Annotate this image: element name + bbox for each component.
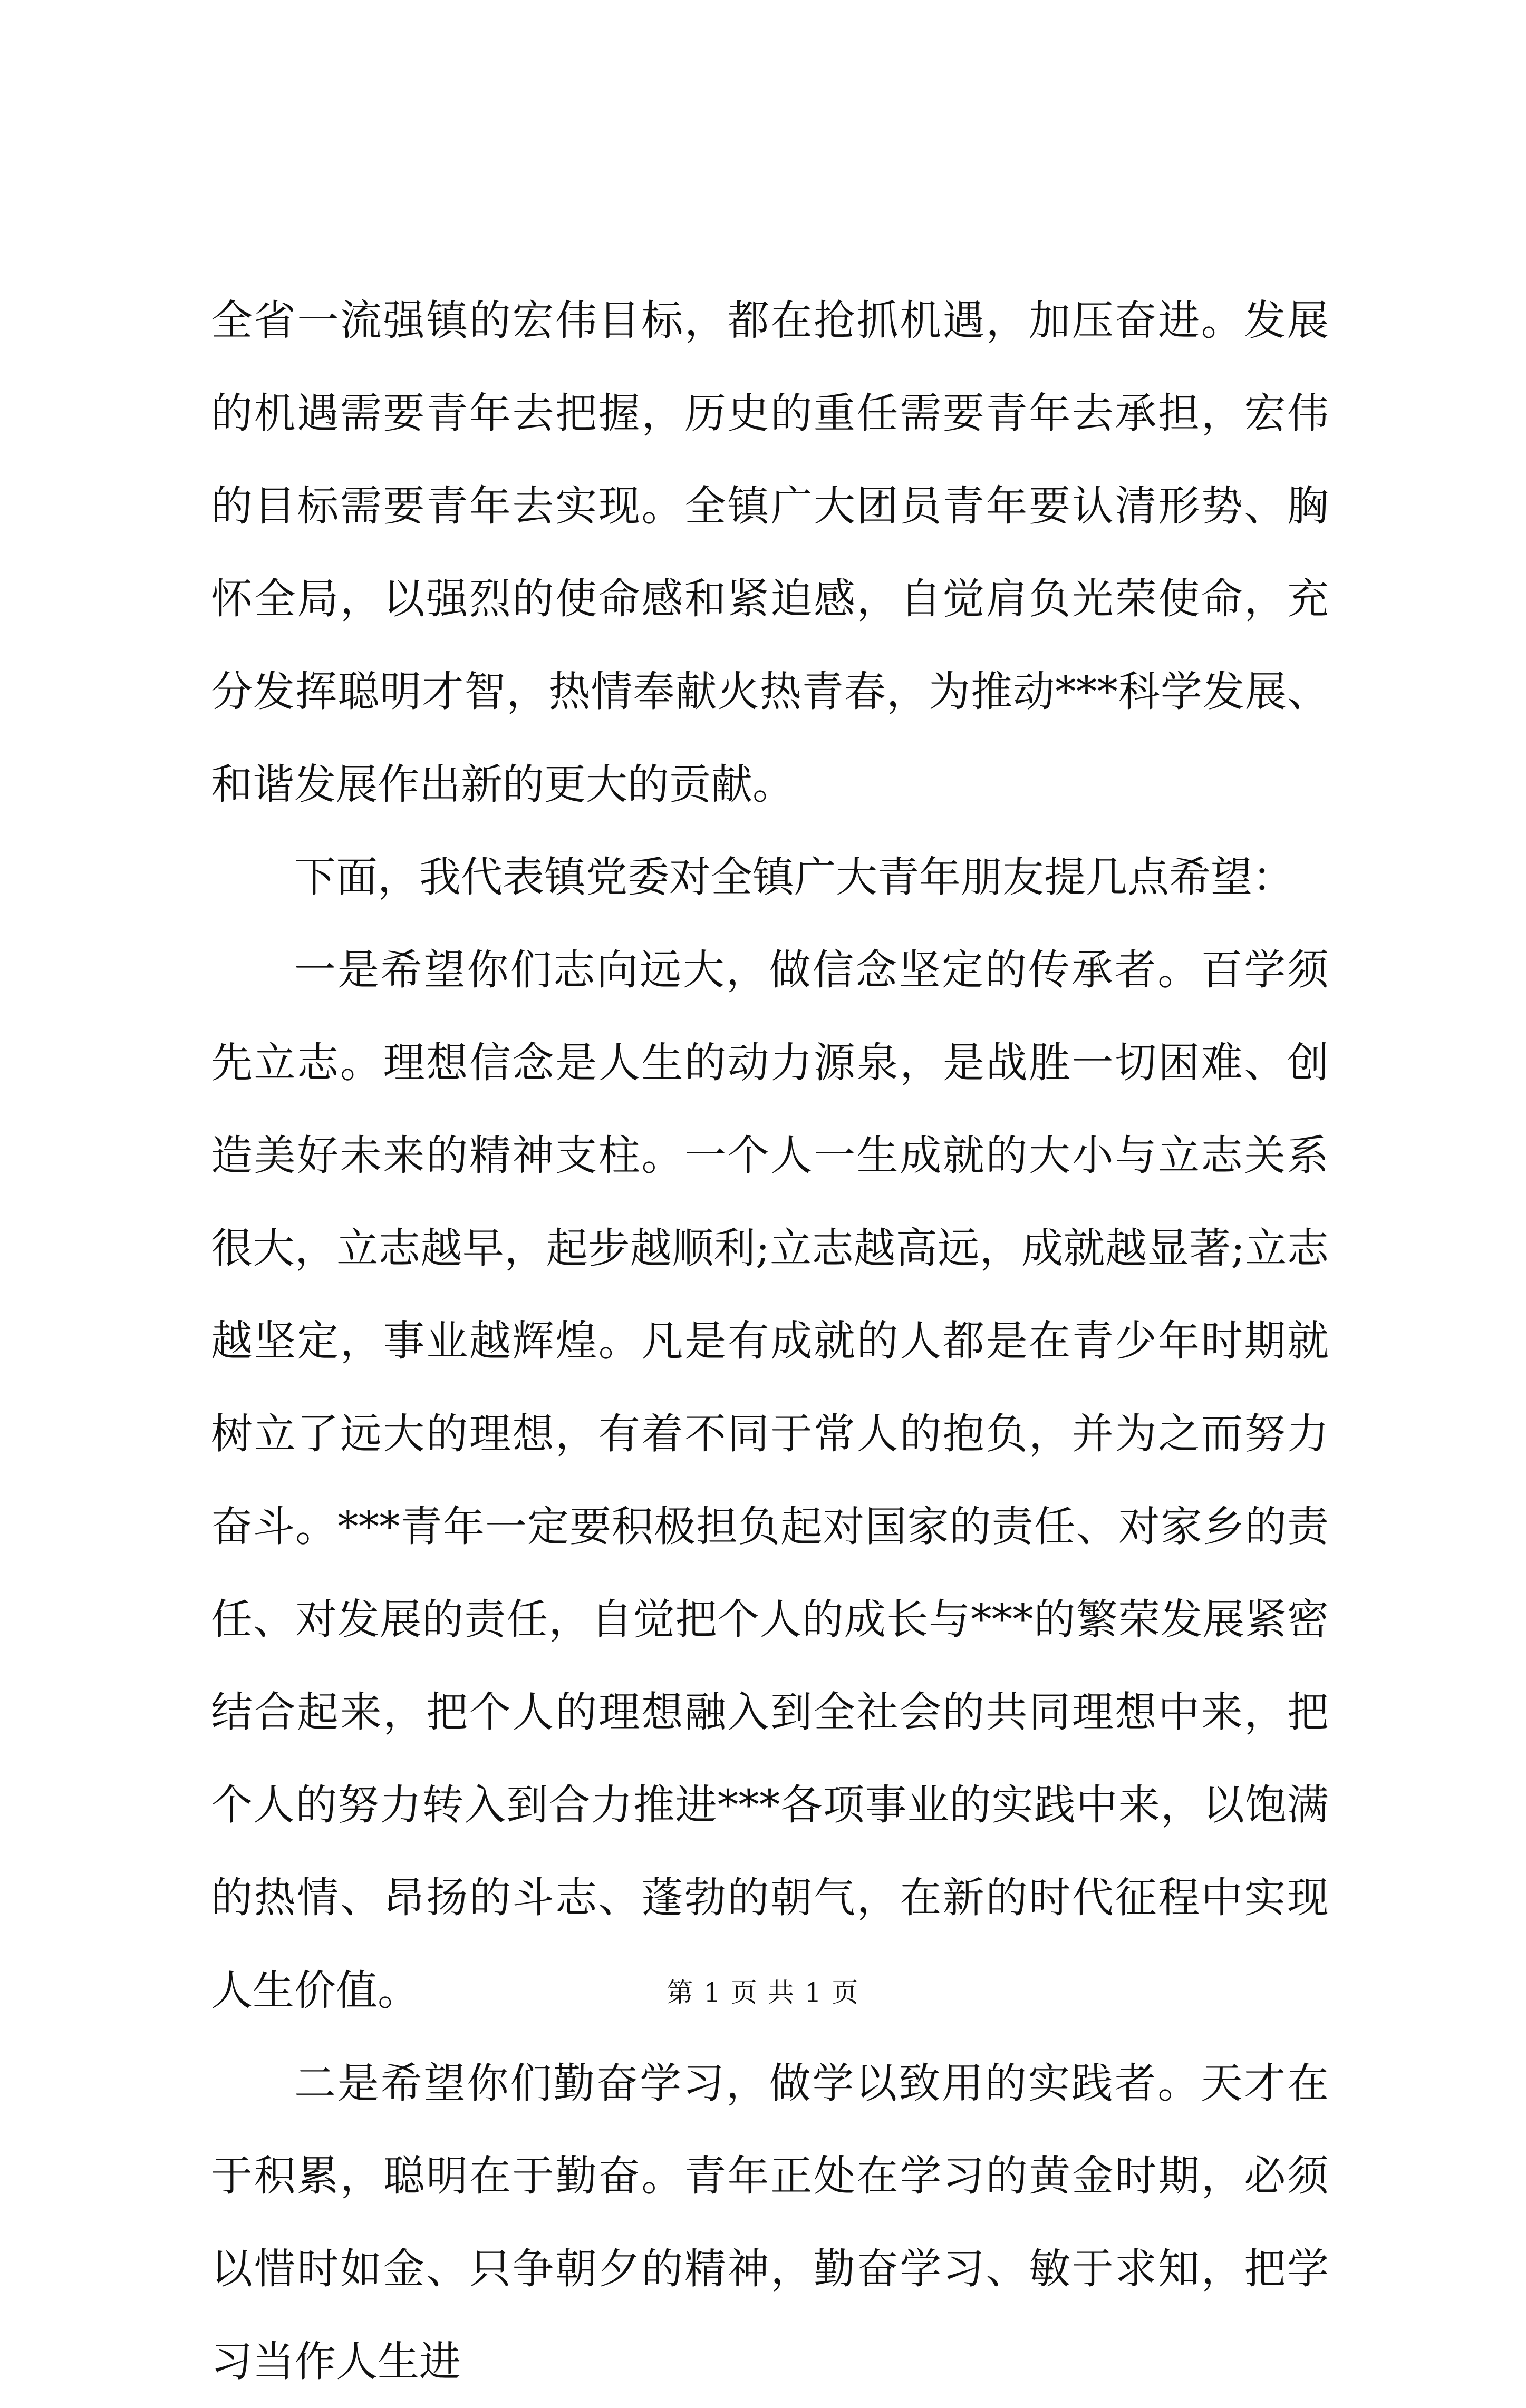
page-footer: 第 1 页 共 1 页 [667, 1977, 859, 2008]
paragraph-continuation: 全省一流强镇的宏伟目标，都在抢抓机遇，加压奋进。发展的机遇需要青年去把握，历史的重任需要青年去承担，宏伟的目标需要青年去实现。全镇广大团员青年要认清形势、胸怀全局，以强烈的使命感和紧迫感，自觉肩负光荣使命，充分发挥聪明才智，热情奉献火热青春，为推动***科学发展、和谐发展作出新的更大的贡献。 [211, 296, 1329, 809]
document-body [211, 274, 1329, 2408]
paragraph-hope-one: 一是希望你们志向远大，做信念坚定的传承者。百学须先立志。理想信念是人生的动力源泉，是战胜一切困难、创造美好未来的精神支柱。一个人一生成就的大小与立志关系很大，立志越早，起步越顺利;立志越高远，成就越显著;立志越坚定，事业越辉煌。凡是有成就的人都是在青少年时期就树立了远大的理想，有着不同于常人的抱负，并为之而努力奋斗。***青年一定要积极担负起对国家的责任、对家乡的责任、对发展的责任，自觉把个人的成长与***的繁荣发展紧密结合起来，把个人的理想融入到全社会的共同理想中来，把个人的努力转入到合力推进***各项事业的实践中来，以饱满的热情、昂扬的斗志、蓬勃的朝气，在新的时代征程中实现人生价值。 [211, 946, 1329, 2015]
paragraph-intro-hopes: 下面，我代表镇党委对全镇广大青年朋友提几点希望： [294, 853, 1294, 901]
paragraph-hope-two: 二是希望你们勤奋学习，做学以致用的实践者。天才在于积累，聪明在于勤奋。青年正处在学习的黄金时期，必须以惜时如金、只争朝夕的精神，勤奋学习、敏于求知，把学习当作人生进 [211, 2059, 1329, 2386]
